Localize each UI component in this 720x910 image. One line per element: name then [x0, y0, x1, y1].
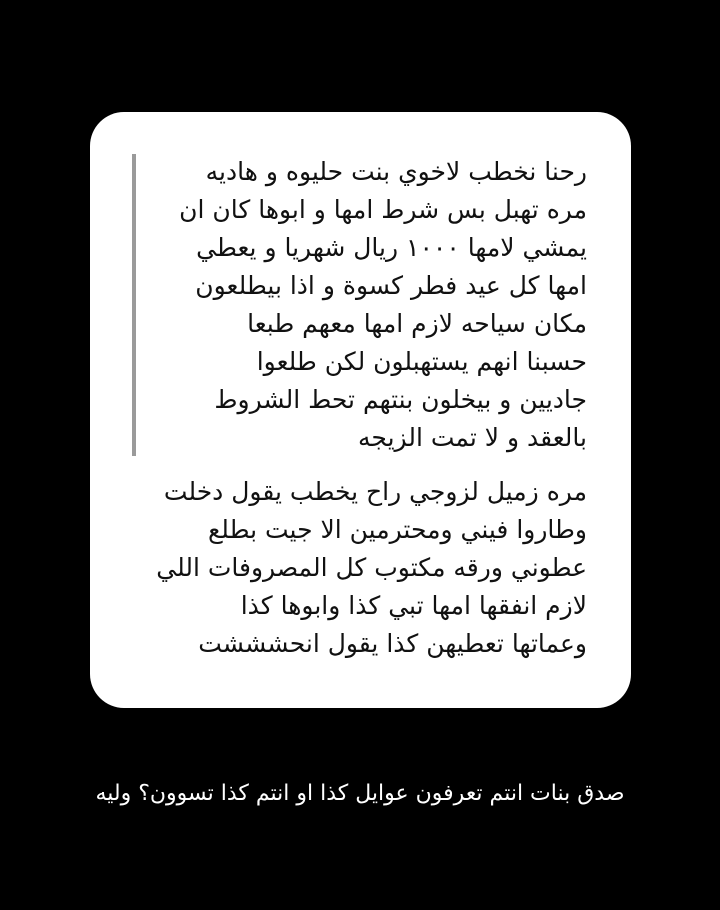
- reply-line: لازم انفقها امها تبي كذا وابوها كذا: [240, 591, 587, 620]
- quote-line: يمشي لامها ١٠٠٠ ريال شهريا و يعطي: [196, 233, 587, 262]
- quote-line: حسبنا انهم يستهبلون لكن طلعوا: [256, 347, 587, 376]
- quote-line: مره تهبل بس شرط امها و ابوها كان ان: [179, 195, 587, 224]
- caption-text: صدق بنات انتم تعرفون عوايل كذا او انتم كذا تسوون؟ وليه: [95, 781, 625, 806]
- quoted-message: [132, 154, 587, 456]
- quote-line: امها كل عيد فطر كسوة و اذا بيطلعون: [195, 271, 587, 300]
- quote-line: بالعقد و لا تمت الزيجه: [358, 423, 587, 452]
- reply-line: وعماتها تعطيهن كذا يقول انحشششت: [198, 629, 587, 658]
- reply-message: [132, 474, 587, 674]
- reply-line: عطوني ورقه مكتوب كل المصروفات اللي: [156, 553, 587, 582]
- quote-line: مكان سياحه لازم امها معهم طبعا: [247, 309, 587, 338]
- reply-line: مره زميل لزوجي راح يخطب يقول دخلت: [163, 477, 587, 506]
- reply-line: وطاروا فيني ومحترمين الا جيت بطلع: [208, 515, 587, 544]
- quote-line: جاديين و بيخلون بنتهم تحط الشروط: [214, 385, 587, 414]
- quote-line: رحنا نخطب لاخوي بنت حليوه و هاديه: [205, 157, 587, 186]
- message-card: [90, 112, 631, 708]
